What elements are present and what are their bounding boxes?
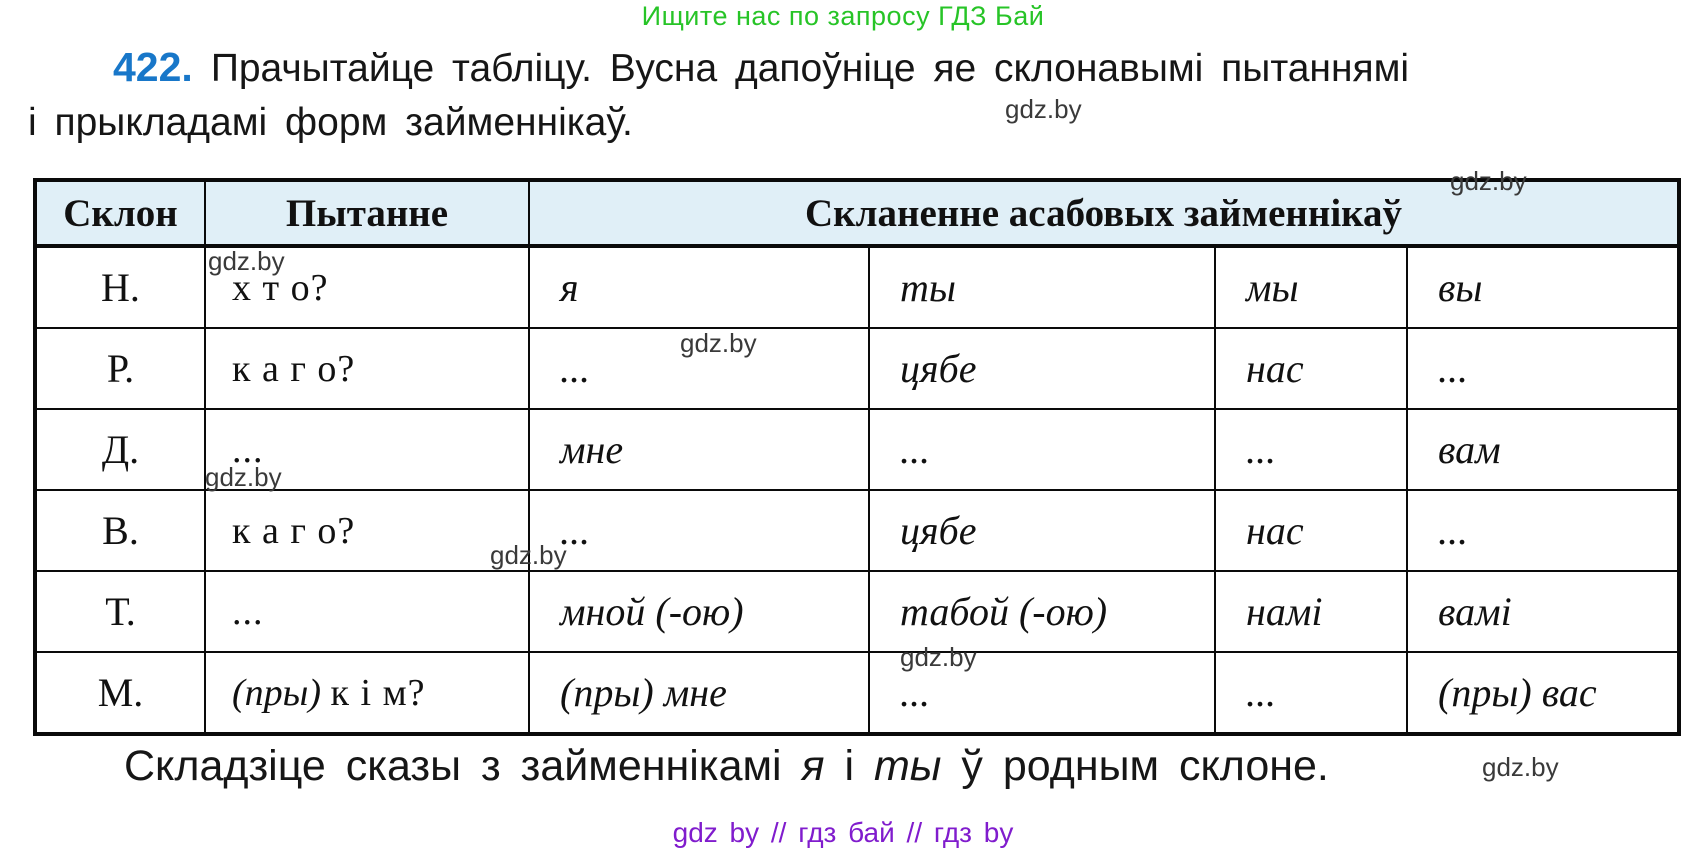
watermark: gdz.by [208, 246, 285, 276]
form-cell: табой (-ою) [869, 571, 1215, 652]
form-cell: цябе [869, 490, 1215, 571]
question-cell [205, 490, 529, 571]
promo-banner: Ищите нас по запросу ГДЗ Бай [641, 1, 1045, 31]
question-text: х т о? [232, 266, 329, 309]
task-pronoun-ty: ты [873, 742, 942, 790]
header-case: Склон [35, 180, 205, 246]
watermark: gdz.by [680, 328, 757, 358]
watermark: gdz.by [900, 642, 977, 672]
table-row [35, 328, 1679, 409]
form-cell: ... [869, 409, 1215, 490]
watermark: gdz.by [1450, 166, 1527, 196]
watermark: gdz.by [490, 540, 567, 570]
header-declension: Скланенне асабовых займеннікаў [529, 180, 1679, 246]
form-cell: мной (-ою) [529, 571, 869, 652]
form-cell: ... [529, 328, 869, 409]
watermark: gdz.by [1482, 752, 1559, 782]
form-cell: я [529, 246, 869, 328]
form-cell: мне [529, 409, 869, 490]
task-part1: Складзіце сказы з займеннікамі [124, 742, 802, 790]
form-cell: мы [1215, 246, 1407, 328]
task-part2: і [824, 742, 874, 790]
case-cell: М. [35, 652, 205, 734]
form-cell: намі [1215, 571, 1407, 652]
question-text: к а г о? [232, 347, 356, 390]
exercise-line1 [113, 44, 1409, 91]
task-pronoun-ya: я [801, 742, 825, 790]
form-cell: ... [1407, 490, 1679, 571]
question-text: ... [232, 428, 264, 471]
form-cell: ... [1407, 328, 1679, 409]
form-cell: (пры) вас [1407, 652, 1679, 734]
question-text: к і м? [330, 671, 426, 714]
table-row [35, 571, 1679, 652]
case-cell: Р. [35, 328, 205, 409]
footer-links: gdz by // гдз бай // гдз by [672, 817, 1014, 848]
question-text: к а г о? [232, 509, 356, 552]
question-text: ... [232, 590, 264, 633]
table-row [35, 652, 1679, 734]
question-cell [205, 328, 529, 409]
exercise-text-line1: Прачытайце табліцу. Вусна дапоўніце яе склонавымі пытаннямі [210, 47, 1410, 90]
case-cell: Т. [35, 571, 205, 652]
form-cell: вам [1407, 409, 1679, 490]
form-cell: цябе [869, 328, 1215, 409]
question-cell [205, 571, 529, 652]
form-cell: ... [1215, 652, 1407, 734]
form-cell: (пры) мне [529, 652, 869, 734]
exercise-line2: і прыкладамі форм займеннікаў. [28, 101, 633, 144]
question-prefix: (пры) [232, 671, 331, 714]
header-question: Пытанне [205, 180, 529, 246]
form-cell: вы [1407, 246, 1679, 328]
task-part3: ў родным склоне. [941, 742, 1329, 790]
table-header-row [35, 180, 1679, 246]
question-cell [205, 652, 529, 734]
case-cell: Н. [35, 246, 205, 328]
task-sentence [124, 742, 1329, 791]
form-cell: вамі [1407, 571, 1679, 652]
form-cell: ... [529, 490, 869, 571]
form-cell: ... [869, 652, 1215, 734]
form-cell: ты [869, 246, 1215, 328]
table-row [35, 490, 1679, 571]
form-cell: нас [1215, 328, 1407, 409]
case-cell: Д. [35, 409, 205, 490]
form-cell: нас [1215, 490, 1407, 571]
case-cell: В. [35, 490, 205, 571]
watermark: gdz.by [205, 462, 282, 492]
exercise-number: 422. [113, 44, 193, 90]
watermark: gdz.by [1005, 94, 1082, 124]
form-cell: ... [1215, 409, 1407, 490]
